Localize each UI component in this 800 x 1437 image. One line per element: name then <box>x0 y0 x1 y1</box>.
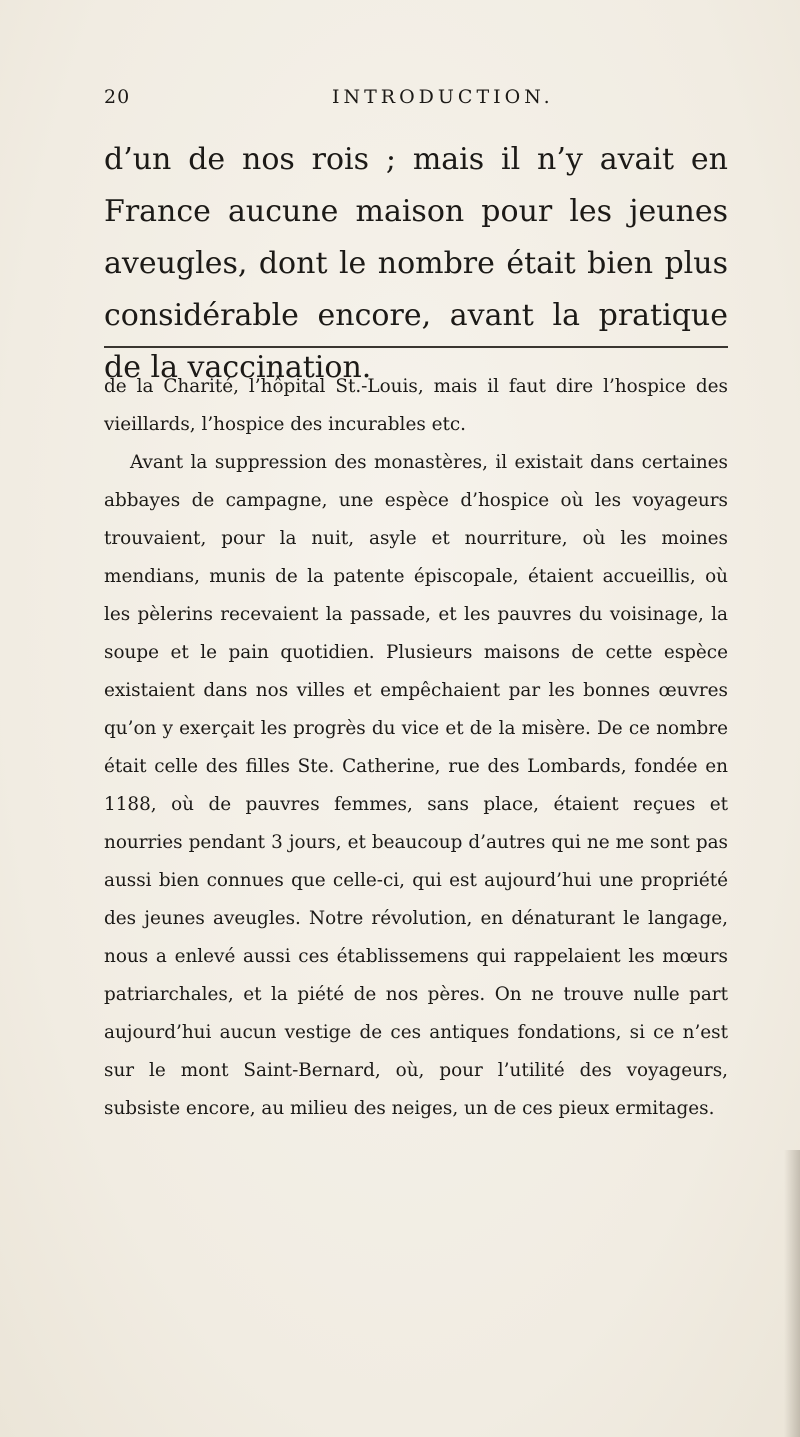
page-number: 20 <box>104 86 131 108</box>
footnote <box>104 368 728 1128</box>
main-paragraph: d’un de nos rois ; mais il n’y avait en France aucune maison pour les jeunes aveugles, dont le nombre était bien plus considérable encore, avant la pratique de la vaccination. <box>104 142 728 385</box>
running-head <box>104 86 724 116</box>
footnote-paragraph: Avant la suppression des monastères, il existait dans certaines abbayes de campagne, une espèce d’hospice où les voyageurs trouvaient, pour la nuit, asyle et nourriture, où les moines mendians, munis de la patente épiscopale, étaient accueillis, où les pèlerins recevaient la passade, et les pauvres du voisinage, la soupe et le pain quotidien. Plusieurs maisons de cette espèce existaient dans nos villes et empêchaient par les bonnes œuvres qu’on y exerçait les progrès du vice et de la misère. De ce nombre était celle des filles Ste. Catherine, rue des Lombards, fondée en 1188, où de pauvres femmes, sans place, étaient reçues et nourries pendant 3 jours, et beaucoup d’autres qui ne me sont pas aussi bien connues que celle-ci, qui est aujourd’hui une propriété des jeunes aveugles. Notre révolution, en dénaturant le langage, nous a enlevé aussi ces établissemens qui rappelaient les mœurs patriarchales, et la piété de nos pères. On ne trouve nulle part aujourd’hui aucun vestige de ces antiques fondations, si ce n’est sur le mont Saint-Bernard, où, pour l’utilité des voyageurs, subsiste encore, au milieu des neiges, un de ces pieux ermitages. <box>104 452 728 1119</box>
footnote-divider <box>104 346 728 348</box>
page-edge-shadow <box>784 1150 800 1437</box>
footnote-continuation: de la Charité, l’hôpital St.-Louis, mais il faut dire l’hospice des vieillards, l’hospice des incurables etc. <box>104 376 728 435</box>
running-title: INTRODUCTION. <box>332 86 554 108</box>
